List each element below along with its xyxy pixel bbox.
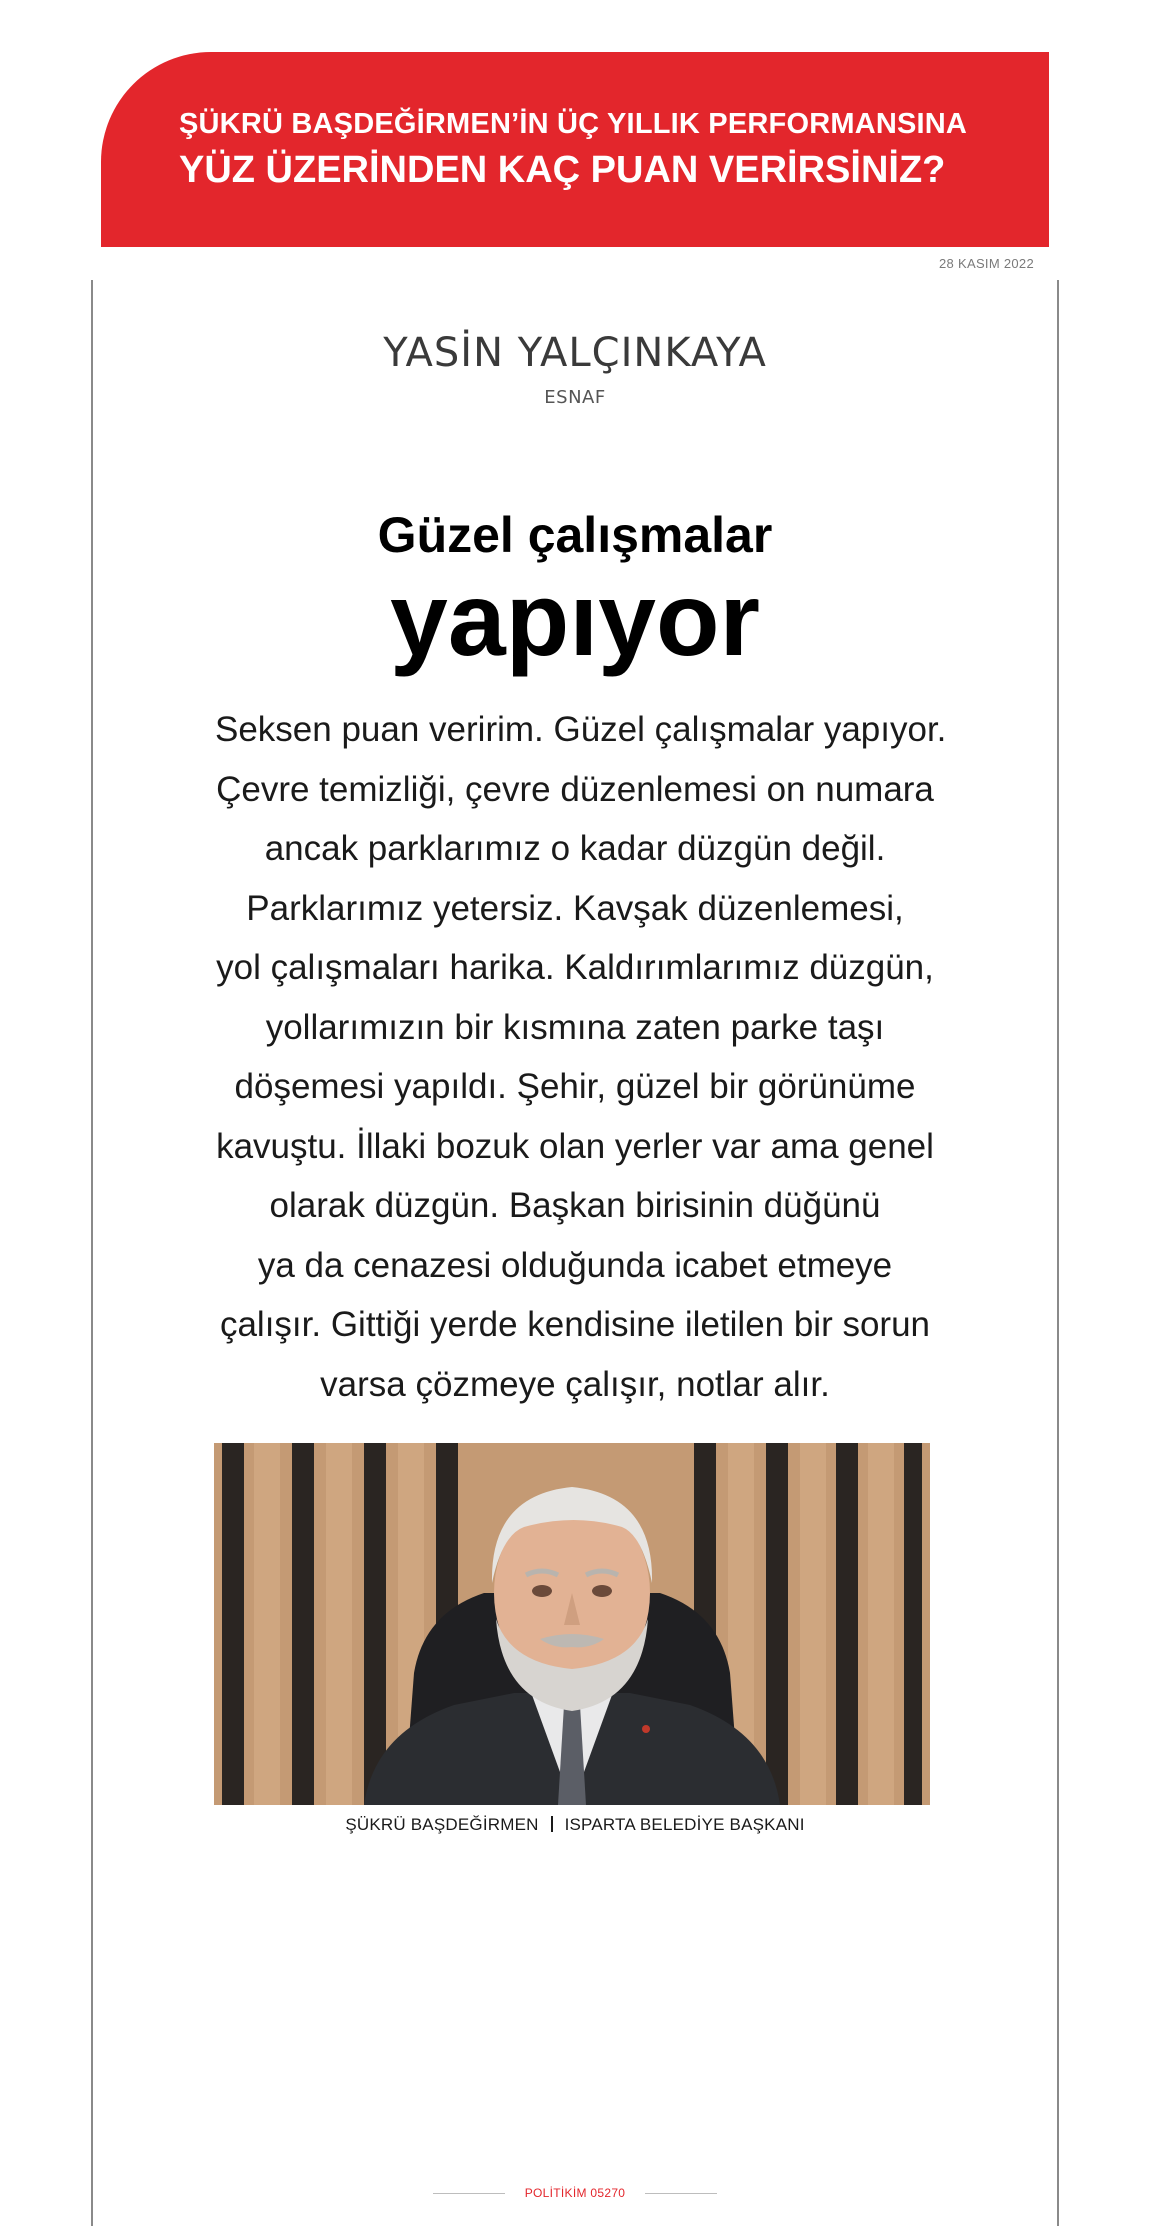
footer-rule-right	[645, 2193, 717, 2194]
article-body	[215, 700, 947, 1414]
body-line: kavuştu. İllaki bozuk olan yerler var ama genel	[216, 1126, 934, 1166]
body-line: yol çalışmaları harika. Kaldırımlarımız düzgün,	[216, 948, 934, 987]
body-line: çalışır. Gittiği yerde kendisine iletilen bir sorun	[219, 1305, 931, 1344]
body-line: ancak parklarımız o kadar düzgün değil.	[264, 829, 886, 868]
body-line: olarak düzgün. Başkan birisinin düğünü	[269, 1186, 881, 1225]
body-line: Çevre temizliği, çevre düzenlemesi on numara	[216, 769, 934, 809]
headline-line-2: yapıyor	[390, 562, 760, 678]
photo-caption	[0, 1815, 1150, 1835]
body-line: yollarımızın bir kısmına zaten parke taşı	[265, 1007, 885, 1047]
author-occupation: ESNAF	[544, 387, 606, 408]
caption-separator	[551, 1816, 553, 1832]
body-line: ya da cenazesi olduğunda icabet etmeye	[257, 1245, 893, 1285]
caption-name: ŞÜKRÜ BAŞDEĞİRMEN	[345, 1815, 539, 1834]
page-footer	[0, 2186, 1150, 2200]
banner-question-line-2: YÜZ ÜZERİNDEN KAÇ PUAN VERİRSİNİZ?	[179, 149, 946, 191]
footer-rule-left	[433, 2193, 505, 2194]
banner-question-line-1: ŞÜKRÜ BAŞDEĞİRMEN’İN ÜÇ YILLIK PERFORMANSINA	[179, 108, 968, 140]
body-line: varsa çözmeye çalışır, notlar alır.	[320, 1364, 830, 1404]
author-name: YASİN YALÇINKAYA	[383, 330, 767, 376]
mayor-portrait-photo	[214, 1443, 930, 1805]
body-line: Seksen puan veririm. Güzel çalışmalar yapıyor.	[215, 710, 947, 749]
publication-date: 28 KASIM 2022	[939, 256, 1034, 271]
headline-line-1: Güzel çalışmalar	[377, 507, 773, 563]
caption-title: ISPARTA BELEDİYE BAŞKANI	[564, 1815, 805, 1834]
footer-label: POLİTİKİM 05270	[524, 2186, 626, 2200]
body-line: döşemesi yapıldı. Şehir, güzel bir görünüme	[234, 1067, 916, 1106]
body-line: Parklarımız yetersiz. Kavşak düzenlemesi,	[246, 888, 904, 928]
headline-banner	[101, 52, 1049, 247]
